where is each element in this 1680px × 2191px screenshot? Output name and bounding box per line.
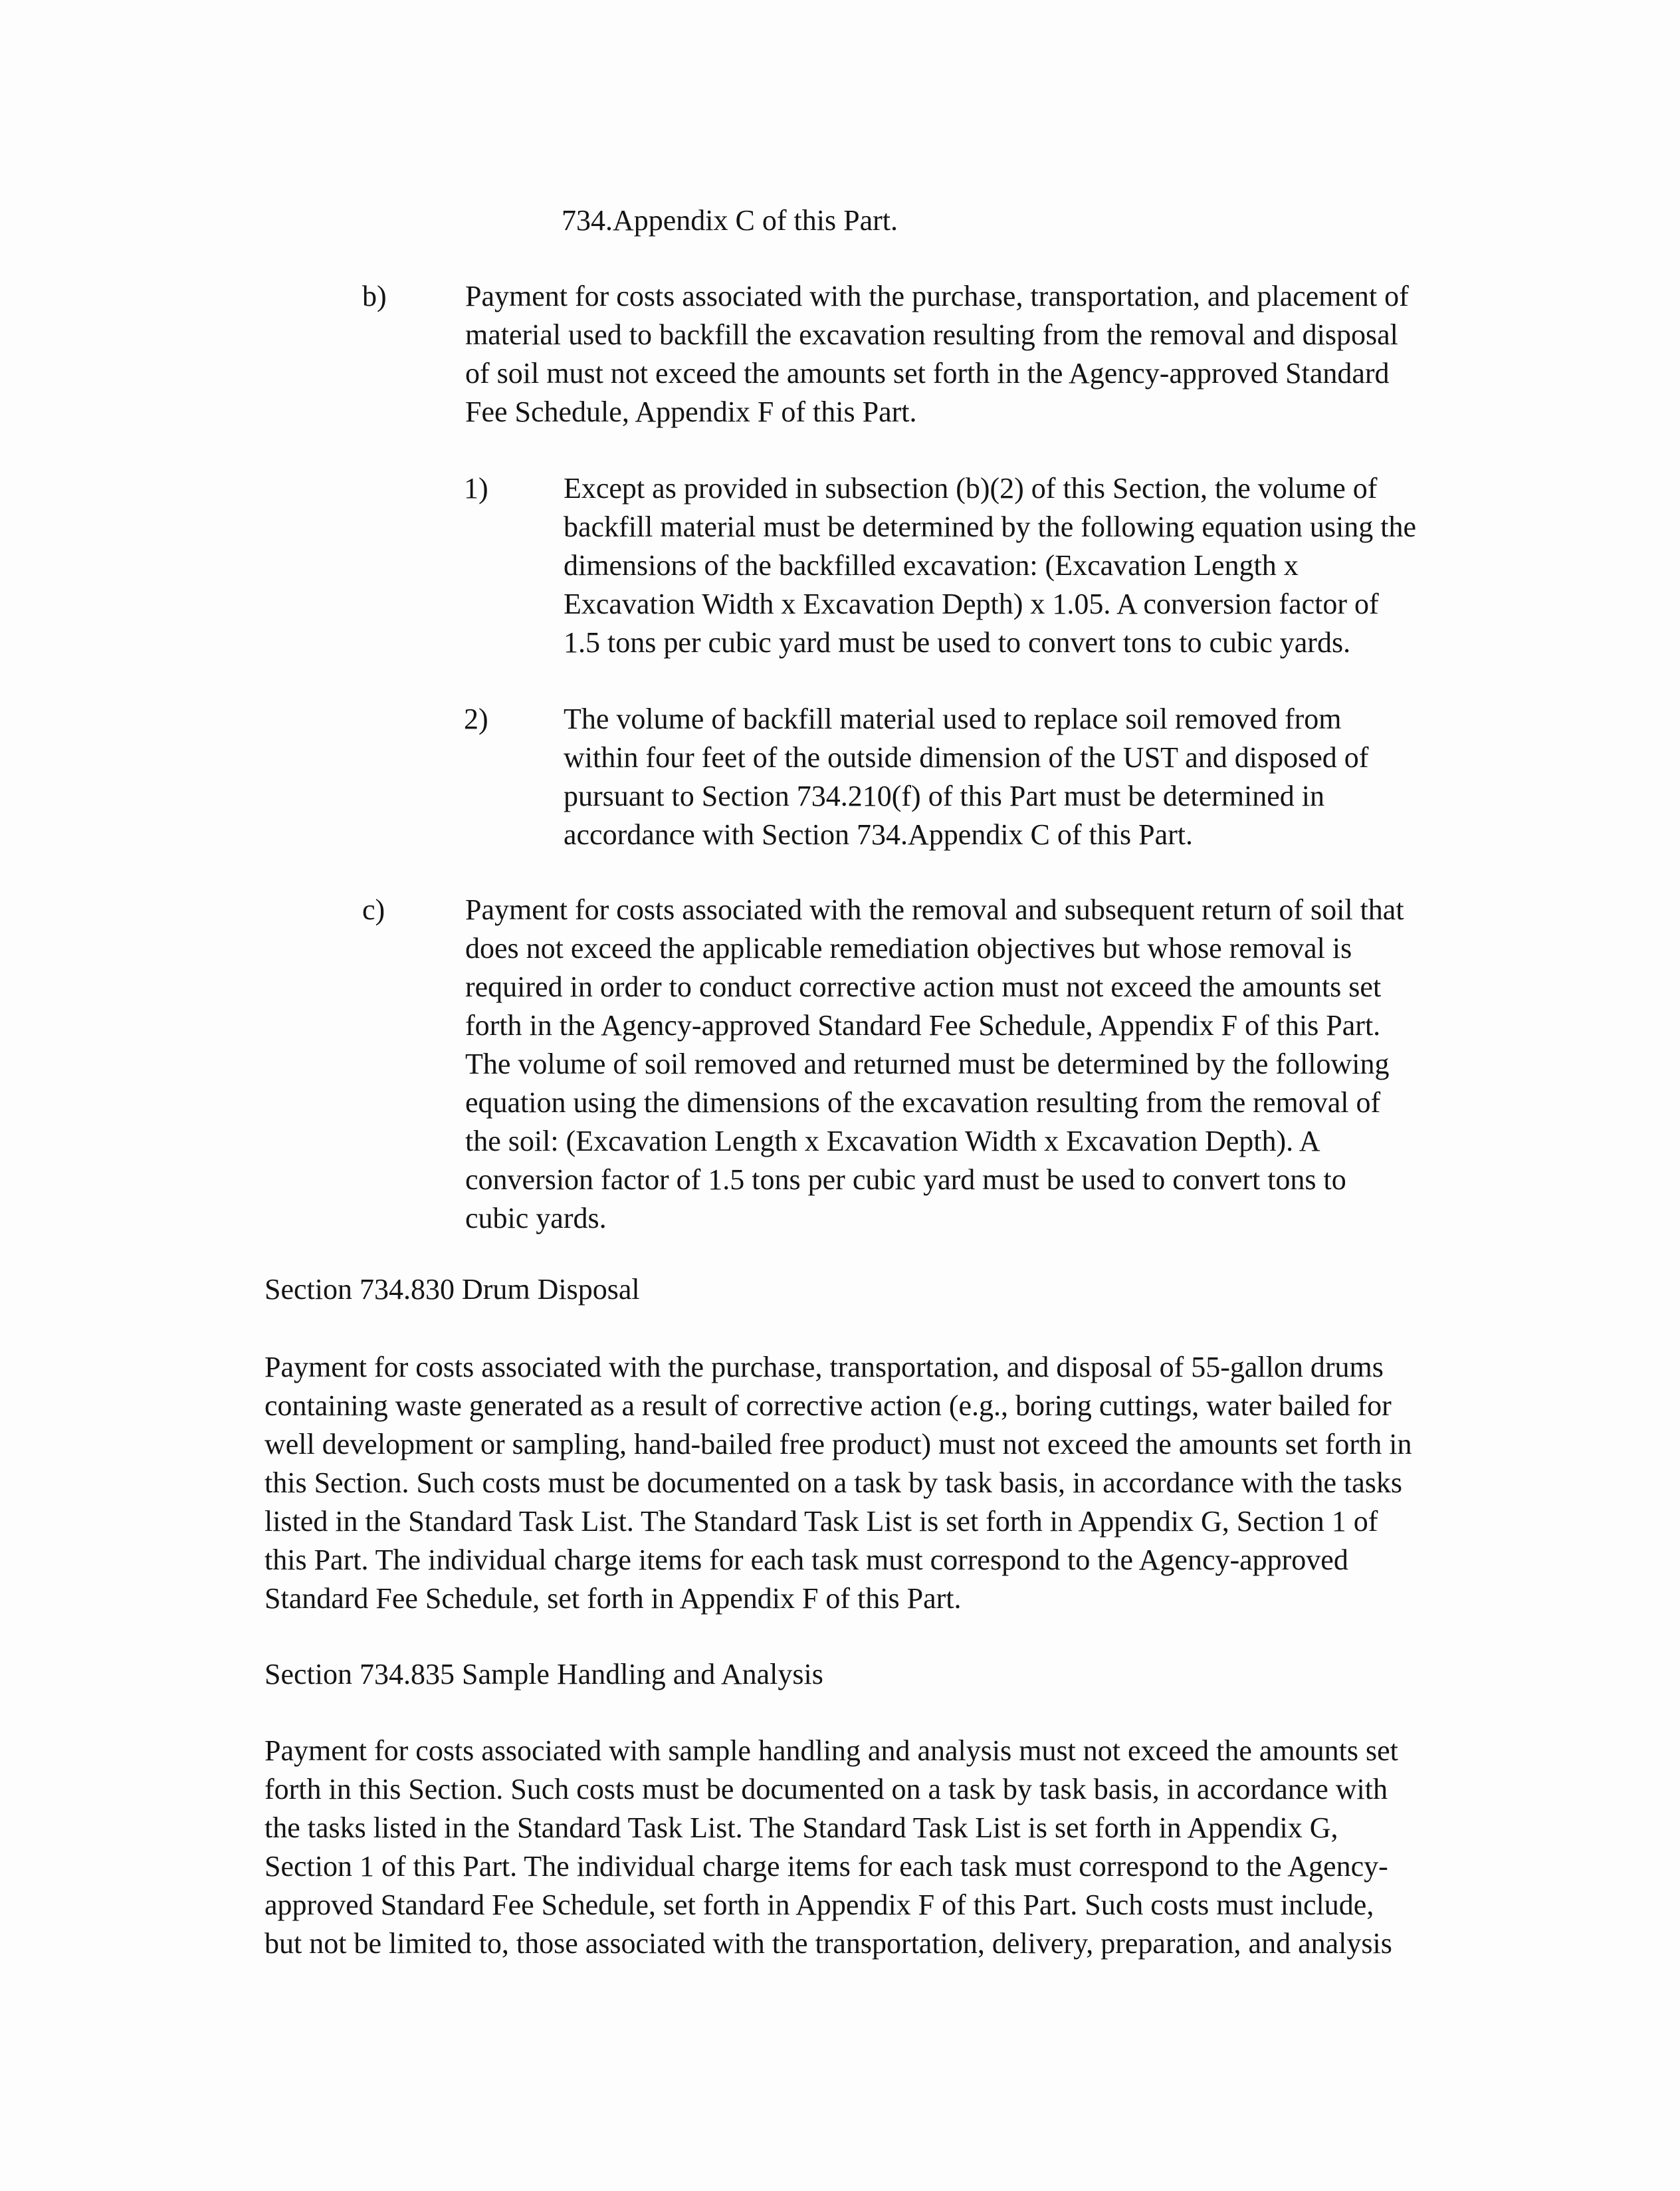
section-830-line: well development or sampling, hand-bailed free product) must not exceed the amounts set forth in: [264, 1428, 1412, 1460]
section-835-heading: Section 734.835 Sample Handling and Analysis: [264, 1658, 823, 1690]
item-2-line: within four feet of the outside dimension of the UST and disposed of: [564, 741, 1369, 774]
subsection-b-line: Fee Schedule, Appendix F of this Part.: [465, 396, 917, 428]
section-835-line: but not be limited to, those associated with the transportation, delivery, preparation, and analysis: [264, 1927, 1392, 1960]
subsection-c-line: cubic yards.: [465, 1202, 607, 1234]
subsection-c-paragraph: [465, 891, 1482, 1238]
item-1-line: Except as provided in subsection (b)(2) of this Section, the volume of: [564, 472, 1378, 505]
subsection-c-line: Payment for costs associated with the removal and subsequent return of soil that: [465, 893, 1404, 926]
section-830-line: Payment for costs associated with the purchase, transportation, and disposal of 55-gallon drums: [264, 1351, 1384, 1383]
item-1-paragraph: [564, 469, 1481, 662]
subsection-c-line: does not exceed the applicable remediation objectives but whose removal is: [465, 932, 1352, 965]
section-830-line: this Part. The individual charge items for each task must correspond to the Agency-approved: [264, 1544, 1348, 1576]
section-835-paragraph: [264, 1732, 1481, 1963]
item-2-line: The volume of backfill material used to replace soil removed from: [564, 703, 1342, 735]
item-1-line: Excavation Width x Excavation Depth) x 1.05. A conversion factor of: [564, 588, 1379, 620]
subsection-b-line: Payment for costs associated with the purchase, transportation, and placement of: [465, 280, 1409, 312]
item-1-line: dimensions of the backfilled excavation: (Excavation Length x: [564, 549, 1299, 582]
section-830-paragraph: [264, 1348, 1481, 1618]
section-830-line: this Section. Such costs must be documented on a task by task basis, in accordance with the tasks: [264, 1466, 1403, 1499]
section-830-heading: Section 734.830 Drum Disposal: [264, 1273, 640, 1306]
subsection-c-line: conversion factor of 1.5 tons per cubic yard must be used to convert tons to: [465, 1163, 1346, 1196]
subsection-b-line: material used to backfill the excavation resulting from the removal and disposal: [465, 318, 1398, 351]
section-835-line: approved Standard Fee Schedule, set forth in Appendix F of this Part. Such costs must include,: [264, 1889, 1374, 1921]
subsection-c-line: equation using the dimensions of the excavation resulting from the removal of: [465, 1086, 1381, 1119]
subsection-c-line: the soil: (Excavation Length x Excavation Width x Excavation Depth). A: [465, 1125, 1320, 1157]
item-2-line: pursuant to Section 734.210(f) of this Part must be determined in: [564, 780, 1325, 812]
section-835-line: the tasks listed in the Standard Task List. The Standard Task List is set forth in Appendix G,: [264, 1811, 1338, 1844]
subsection-b-line: of soil must not exceed the amounts set forth in the Agency-approved Standard: [465, 357, 1390, 390]
section-830-line: listed in the Standard Task List. The Standard Task List is set forth in Appendix G, Section 1 of: [264, 1505, 1378, 1538]
item-2-line: accordance with Section 734.Appendix C of this Part.: [564, 818, 1194, 851]
section-830-line: Standard Fee Schedule, set forth in Appendix F of this Part.: [264, 1582, 962, 1615]
subsection-b-paragraph: [465, 277, 1482, 431]
item-1-line: backfill material must be determined by the following equation using the: [564, 511, 1417, 543]
section-835-line: Section 1 of this Part. The individual charge items for each task must correspond to the Agency-: [264, 1850, 1388, 1883]
subsection-c-marker: c): [362, 893, 385, 926]
item-2-paragraph: [564, 700, 1481, 854]
subsection-c-line: The volume of soil removed and returned must be determined by the following: [465, 1048, 1390, 1080]
section-835-line: Payment for costs associated with sample handling and analysis must not exceed the amounts set: [264, 1734, 1398, 1767]
continuation-line: 734.Appendix C of this Part.: [562, 204, 898, 237]
item-1-marker: 1): [464, 472, 488, 505]
item-2-marker: 2): [464, 703, 488, 735]
section-830-line: containing waste generated as a result of corrective action (e.g., boring cuttings, water bailed for: [264, 1389, 1392, 1422]
subsection-b-marker: b): [362, 280, 387, 312]
subsection-c-line: required in order to conduct corrective action must not exceed the amounts set: [465, 971, 1382, 1003]
section-835-line: forth in this Section. Such costs must be documented on a task by task basis, in accordance with: [264, 1773, 1388, 1805]
item-1-line: 1.5 tons per cubic yard must be used to convert tons to cubic yards.: [564, 626, 1351, 659]
subsection-c-line: forth in the Agency-approved Standard Fee Schedule, Appendix F of this Part.: [465, 1009, 1381, 1042]
